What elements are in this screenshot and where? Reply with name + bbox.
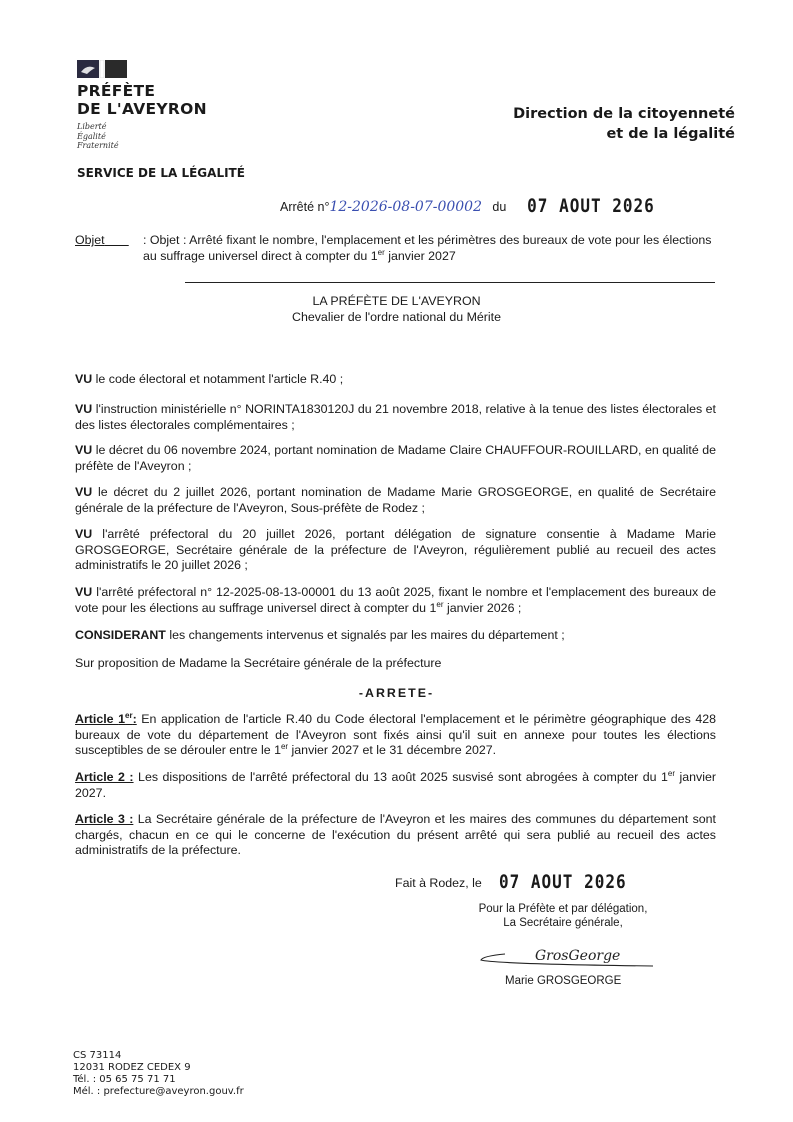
footer-phone: Tél. : 05 65 75 71 71 xyxy=(73,1074,176,1085)
visa-keyword: VU xyxy=(75,485,93,499)
visa-item xyxy=(75,485,716,516)
article-label: Article 1er: xyxy=(75,710,137,726)
visa-text: le décret du 06 novembre 2024, portant nomination de Madame Claire CHAUFFOUR-ROUILLARD, en qualité de préfète de l'Aveyron ; xyxy=(75,443,716,473)
article-text: En application de l'article R.40 du Code électoral l'emplacement et le périmètre géographique des 428 bureaux de vote du département de l'Aveyron sont fixés ainsi qu'il suit en annexe pour toutes les élections susceptibles de se dérouler entre le 1er janvier 2027 et le 31 décembre 2027. xyxy=(75,712,716,757)
article-text: La Secrétaire générale de la préfecture de l'Aveyron et les maires des communes du département sont chargés, chacun en ce qui le concerne de l'exécution du présent arrêté qui sera publié au recueil des actes administratifs de la préfecture. xyxy=(75,812,717,857)
visa-item xyxy=(75,372,716,388)
visa-text: le code électoral et notamment l'article R.40 ; xyxy=(92,372,344,386)
prefecture-name xyxy=(77,82,207,118)
article-item xyxy=(75,812,716,859)
visa-item xyxy=(75,527,716,574)
service-title: SERVICE DE LA LÉGALITÉ xyxy=(77,166,245,180)
delegation-line2: La Secrétaire générale, xyxy=(503,917,623,929)
direction-title xyxy=(513,104,735,144)
prefecture-line1: PRÉFÈTE xyxy=(77,82,156,100)
motto-egalite: Égalité xyxy=(77,131,106,141)
proposition-text: Sur proposition de Madame la Secrétaire générale de la préfecture xyxy=(75,656,442,670)
article-item xyxy=(75,712,716,759)
footer-cs: CS 73114 xyxy=(73,1050,122,1061)
arrete-number: 12-2026-08-07-00002 xyxy=(329,199,482,215)
visa-keyword: VU xyxy=(75,402,93,416)
visa-text: l'arrêté préfectoral n° 12-2025-08-13-00001 du 13 août 2025, fixant le nombre et l'emplacement des bureaux de vote pour les élections au suffrage universel direct à compter du 1er janvier 2026 ; xyxy=(75,585,716,615)
signatory-name: Marie GROSGEORGE xyxy=(505,975,622,987)
delegation-line1: Pour la Préfète et par délégation, xyxy=(478,903,648,915)
article-label: Article 3 : xyxy=(75,812,134,826)
footer-email: Mél. : prefecture@aveyron.gouv.fr xyxy=(73,1086,244,1097)
article-item xyxy=(75,770,716,801)
considerant-text: les changements intervenus et signalés par les maires du département ; xyxy=(165,628,565,642)
considerant-item xyxy=(75,628,716,644)
republic-motto xyxy=(77,122,119,151)
arrete-title: -ARRETE- xyxy=(358,686,435,700)
signature-block xyxy=(395,870,655,987)
footer-address xyxy=(73,1050,244,1098)
footer-city: 12031 RODEZ CEDEX 9 xyxy=(73,1062,191,1073)
motto-fraternite: Fraternité xyxy=(77,141,119,150)
separator-rule xyxy=(185,282,715,283)
prefecture-line2: DE L'AVEYRON xyxy=(77,100,207,118)
signature-scribble: GrosGeorge xyxy=(535,948,621,964)
direction-line1: Direction de la citoyenneté xyxy=(513,106,735,122)
visa-keyword: VU xyxy=(75,443,93,457)
article-text: Les dispositions de l'arrêté préfectoral du 13 août 2025 susvisé sont abrogées à compter du 1er janvier 2027. xyxy=(75,768,716,800)
objet-text: : Objet : Arrêté fixant le nombre, l'emplacement et les périmètres des bureaux de vote pour les élections au suffrage universel direct à compter du 1er janvier 2027 xyxy=(143,233,712,263)
visa-keyword: VU xyxy=(75,372,93,386)
marianne-flag-icon xyxy=(77,60,127,78)
arrete-prefix: Arrêté n° xyxy=(280,200,330,214)
visa-text: le décret du 2 juillet 2026, portant nomination de Madame Marie GROSGEORGE, en qualité de Secrétaire générale de la préfecture de l'Aveyron, Sous-préfète de Rodez ; xyxy=(75,485,716,515)
authority-subtitle: Chevalier de l'ordre national du Mérite xyxy=(292,310,501,324)
arrete-date-stamp: 07 AOUT 2026 xyxy=(527,194,655,217)
visa-item xyxy=(75,443,716,474)
visa-text: l'arrêté préfectoral du 20 juillet 2026, portant délégation de signature consentie à Madame Marie GROSGEORGE, Secrétaire générale de la préfecture de l'Aveyron, régulièrement publié au recueil des actes administratifs le 20 juillet 2026 ; xyxy=(75,527,716,572)
visa-keyword: VU xyxy=(75,585,93,599)
signature-place: Fait à Rodez, le xyxy=(395,876,482,890)
authority-title: LA PRÉFÈTE DE L'AVEYRON xyxy=(312,294,481,308)
article-label: Article 2 : xyxy=(75,770,134,784)
delegation-text xyxy=(473,902,653,930)
considerant-keyword: CONSIDERANT xyxy=(75,628,166,642)
signature-place-line xyxy=(395,872,655,891)
visa-item xyxy=(75,402,716,433)
visa-keyword: VU xyxy=(75,527,93,541)
authority-block xyxy=(0,293,793,325)
arrete-du: du xyxy=(492,200,507,214)
motto-liberte: Liberté xyxy=(77,122,107,131)
signature-date-stamp: 07 AOUT 2026 xyxy=(499,870,627,893)
visa-text: l'instruction ministérielle n° NORINTA1830120J du 21 novembre 2018, relative à la tenue des listes électorales et des listes électorales complémentaires ; xyxy=(75,402,716,432)
handwritten-signature xyxy=(475,942,655,970)
visa-item xyxy=(75,585,716,616)
direction-line2: et de la légalité xyxy=(606,126,735,142)
objet-label: Objet xyxy=(75,233,105,247)
arrete-reference xyxy=(280,196,655,215)
